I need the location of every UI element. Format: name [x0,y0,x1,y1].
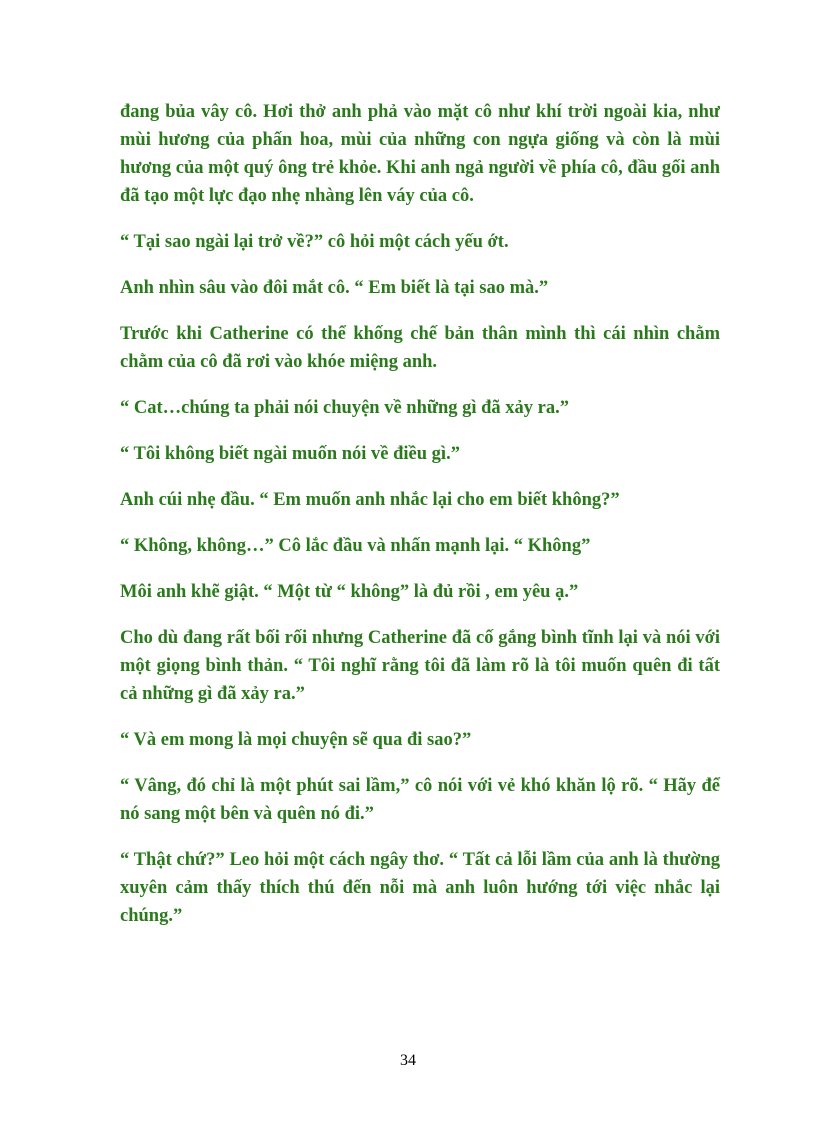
paragraph-13: “ Thật chứ?” Leo hỏi một cách ngây thơ. “ Tất cả lỗi lầm của anh là thường xuyên cảm thấy thích thú đến nỗi mà anh luôn hướng tới việc nhắc lại chúng.” [120,850,720,926]
paragraph-6: “ Tôi không biết ngài muốn nói về điều gì.” [120,444,460,464]
paragraph-5: “ Cat…chúng ta phải nói chuyện về những gì đã xảy ra.” [120,398,570,418]
paragraph-4: Trước khi Catherine có thể khống chế bản thân mình thì cái nhìn chằm chằm của cô đã rơi vào khóe miệng anh. [120,324,720,372]
paragraph-3: Anh nhìn sâu vào đôi mắt cô. “ Em biết là tại sao mà.” [120,278,549,298]
paragraph-10: Cho dù đang rất bối rối nhưng Catherine đã cố gắng bình tĩnh lại và nói với một giọng bình thản. “ Tôi nghĩ rằng tôi đã làm rõ là tôi muốn quên đi tất cả những gì đã xảy ra.” [120,628,720,704]
paragraph-9: Môi anh khẽ giật. “ Một từ “ không” là đủ rồi , em yêu ạ.” [120,582,579,602]
body-text [120,98,720,948]
paragraph-2: “ Tại sao ngài lại trở về?” cô hỏi một cách yếu ớt. [120,232,509,252]
paragraph-7: Anh cúi nhẹ đầu. “ Em muốn anh nhắc lại cho em biết không?” [120,490,620,510]
paragraph-8: “ Không, không…” Cô lắc đầu và nhấn mạnh lại. “ Không” [120,536,591,556]
page-number: 34 [400,1052,416,1069]
paragraph-1: đang bủa vây cô. Hơi thở anh phả vào mặt cô như khí trời ngoài kia, như mùi hương của phấn hoa, mùi của những con ngựa giống và còn là mùi hương của một quý ông trẻ khỏe. Khi anh ngả người về phía cô, đầu gối anh đã tạo một lực đạo nhẹ nhàng lên váy của cô. [120,102,720,206]
paragraph-11: “ Và em mong là mọi chuyện sẽ qua đi sao?” [120,730,472,750]
paragraph-12: “ Vâng, đó chỉ là một phút sai lầm,” cô nói với vẻ khó khăn lộ rõ. “ Hãy để nó sang một bên và quên nó đi.” [120,776,720,824]
